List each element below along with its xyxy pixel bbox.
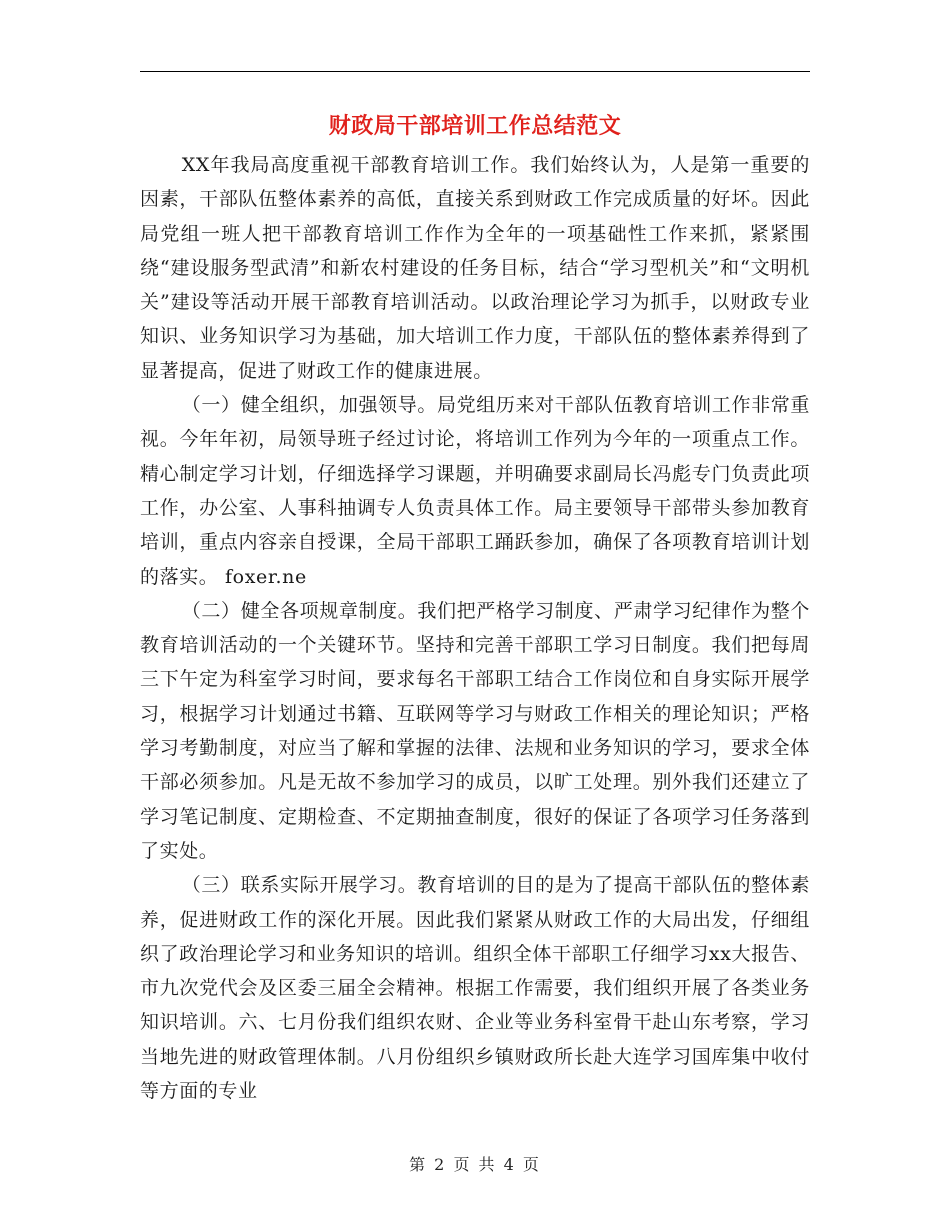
- document-title: 财政局干部培训工作总结范文: [328, 113, 622, 139]
- paragraph-section-1: （一）健全组织，加强领导。局党组历来对干部队伍教育培训工作非常重视。今年年初，局领导班子经过讨论，将培训工作列为今年的一项重点工作。精心制定学习计划，仔细选择学习课题，并明确要求副局长冯彪专门负责此项工作，办公室、人事科抽调专人负责具体工作。局主要领导干部带头参加教育培训，重点内容亲自授课，全局干部职工踊跃参加，确保了各项教育培训计划的落实。 foxer.ne: [140, 394, 810, 588]
- paragraph-intro: XX年我局高度重视干部教育培训工作。我们始终认为，人是第一重要的因素，干部队伍整体素养的高低，直接关系到财政工作完成质量的好坏。因此局党组一班人把干部教育培训工作作为全年的一项基础性工作来抓，紧紧围绕“建设服务型武清”和新农村建设的任务目标，结合“学习型机关”和“文明机关”建设等活动开展干部教育培训活动。以政治理论学习为抓手，以财政专业知识、业务知识学习为基础，加大培训工作力度，干部队伍的整体素养得到了显著提高，促进了财政工作的健康进展。: [140, 154, 810, 382]
- paragraph-section-2: （二）健全各项规章制度。我们把严格学习制度、严肃学习纪律作为整个教育培训活动的一个关键环节。坚持和完善干部职工学习日制度。我们把每周三下午定为科室学习时间，要求每名干部职工结合工作岗位和自身实际开展学习，根据学习计划通过书籍、互联网等学习与财政工作相关的理论知识；严格学习考勤制度，对应当了解和掌握的法律、法规和业务知识的学习，要求全体干部必须参加。凡是无故不参加学习的成员，以旷工处理。别外我们还建立了学习笔记制度、定期检查、不定期抽查制度，很好的保证了各项学习任务落到了实处。: [140, 599, 810, 862]
- header-rule: [140, 71, 810, 72]
- paragraph-section-3: （三）联系实际开展学习。教育培训的目的是为了提高干部队伍的整体素养，促进财政工作的深化开展。因此我们紧紧从财政工作的大局出发，仔细组织了政治理论学习和业务知识的培训。组织全体干部职工仔细学习xx大报告、市九次党代会及区委三届全会精神。根据工作需要，我们组织开展了各类业务知识培训。六、七月份我们组织农财、企业等业务科室骨干赴山东考察，学习当地先进的财政管理体制。八月份组织乡镇财政所长赴大连学习国库集中收付等方面的专业: [140, 874, 810, 1103]
- document-body: [140, 148, 810, 1108]
- page-number-footer: 第 2 页 共 4 页: [409, 1155, 541, 1174]
